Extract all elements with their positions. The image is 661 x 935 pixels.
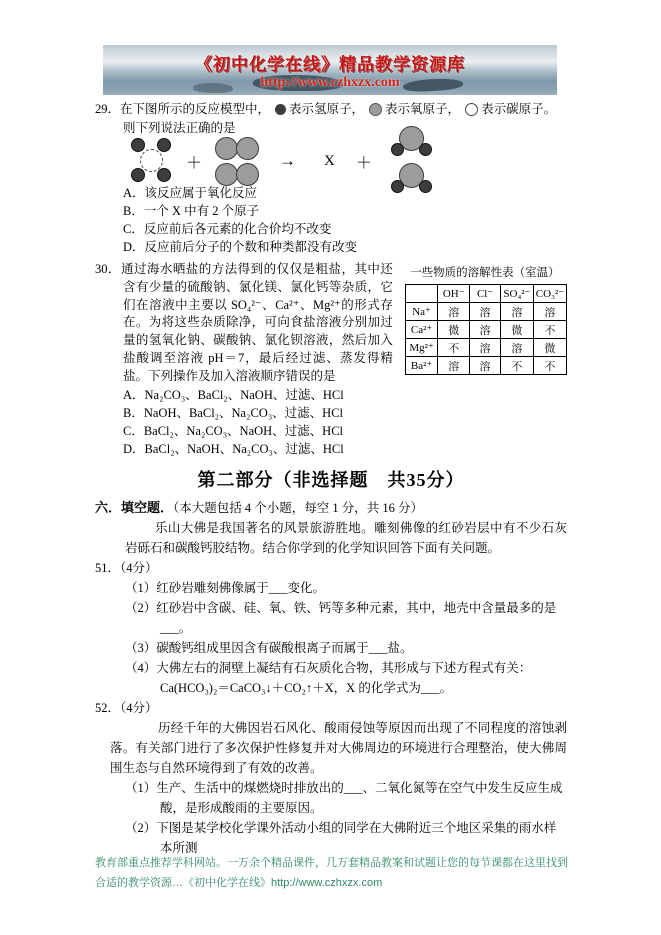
table-row xyxy=(405,303,566,321)
solubility-cell: 溶 xyxy=(500,303,533,321)
table-row xyxy=(405,357,566,375)
solubility-cell: 不 xyxy=(533,357,566,375)
water-molecules-model xyxy=(389,126,435,196)
solubility-cell: 溶 xyxy=(438,357,470,375)
hydrogen-atom-icon xyxy=(131,168,145,182)
table-row xyxy=(405,339,566,357)
banner-url: http://www.czhxzx.com xyxy=(260,75,400,90)
q30-option-d: D．BaCl₂、NaOH、Na₂CO₃、过滤、HCl xyxy=(123,441,344,456)
solubility-cell: 溶 xyxy=(470,303,501,321)
q29-option-b: B．一个 X 中有 2 个原子 xyxy=(123,204,260,218)
solubility-table-panel xyxy=(403,261,567,386)
q29-option-c: C．反应前后各元素的化合价均不改变 xyxy=(123,222,332,236)
hydrogen-atom-icon xyxy=(419,180,432,193)
ion-cell: Ba²⁺ xyxy=(405,357,437,375)
table-row xyxy=(405,321,566,339)
solubility-cell: 溶 xyxy=(438,303,470,321)
ion-cell: Mg²⁺ xyxy=(405,339,437,357)
q29-question-stem: 则下列说法正确的是 xyxy=(123,121,236,135)
q29-number: 29． xyxy=(95,102,121,116)
q30-option-b: B．NaOH、BaCl₂、Na₂CO₃、过滤、HCl xyxy=(123,405,344,420)
section-6-intro: 乐山大佛是我国著名的风景旅游胜地。雕刻佛像的红砂岩层中有不少石灰岩砾石和碳酸钙胶结物。结合你学到的化学知识回答下面有关问题。 xyxy=(125,520,567,555)
hydrogen-atom-icon xyxy=(391,180,404,193)
q29-intro-text: 在下图所示的反应模型中， xyxy=(120,102,271,116)
q30-number: 30． xyxy=(95,262,121,276)
solubility-cell: 溶 xyxy=(470,357,501,375)
banner-title: 《初中化学在线》精品教学资源库 xyxy=(195,55,465,74)
solubility-cell: 微 xyxy=(533,339,566,357)
ion-cell: Ca²⁺ xyxy=(405,321,437,339)
oxygen-atom-icon xyxy=(215,163,238,186)
hydrogen-atom-icon xyxy=(131,138,145,152)
solubility-table-title: 一些物质的溶解性表（室温） xyxy=(410,267,560,279)
q29-legend-oxygen: 表示氧原子， xyxy=(385,102,461,116)
oxygen-molecules-model xyxy=(215,137,259,186)
q51-item-1: （1）红砂岩雕刻佛像属于___变化。 xyxy=(125,580,326,595)
unknown-product-x: X xyxy=(324,152,335,169)
water-molecule xyxy=(389,163,435,196)
oxygen-atom-legend-icon xyxy=(369,103,382,116)
hydrogen-atom-legend-icon xyxy=(275,104,286,115)
oxygen-atom-icon xyxy=(236,163,259,186)
reaction-arrow-icon: → xyxy=(279,151,297,170)
oxygen-molecule xyxy=(215,163,259,186)
solubility-cell: 溶 xyxy=(533,303,566,321)
question-51-items xyxy=(125,578,567,678)
methane-molecule-model xyxy=(125,135,177,187)
oxygen-molecule xyxy=(215,137,259,160)
solubility-cell: 不 xyxy=(533,321,566,339)
q51-chemical-equation: Ca(HCO₃)₂＝CaCO₃↓＋CO₂↑＋X，X 的化学式为___。 xyxy=(160,680,453,695)
question-30-text xyxy=(95,261,393,386)
q52-item-2: （2）下图是某学校化学课外活动小组的同学在大佛附近三个地区采集的雨水样本所测 xyxy=(125,820,557,855)
water-molecule xyxy=(389,126,435,159)
exam-body xyxy=(95,100,567,858)
q29-legend-hydrogen: 表示氢原子， xyxy=(289,102,365,116)
footer-text: 教育部重点推荐学科网站。一万余个精品课件，几万套精品教案和试题让您的每节课都在这里找到合适的教学资源…《初中化学在线》http://www.czhxzx.com xyxy=(95,857,568,889)
hydrogen-atom-icon xyxy=(391,143,404,156)
hydrogen-atom-icon xyxy=(157,138,171,152)
table-header-cell: Cl⁻ xyxy=(470,285,501,303)
q51-number: 51．（4分） xyxy=(95,560,158,575)
reaction-model-figure xyxy=(123,118,567,184)
solubility-table xyxy=(405,284,567,375)
oxygen-atom-icon xyxy=(236,137,259,160)
plus-sign: ＋ xyxy=(355,154,372,172)
carbon-atom-legend-icon xyxy=(465,103,478,116)
solubility-cell: 溶 xyxy=(470,321,501,339)
part2-heading: 第二部分（非选择题 共35分） xyxy=(197,469,465,490)
solubility-cell: 溶 xyxy=(470,339,501,357)
hydrogen-atom-icon xyxy=(419,143,432,156)
q30-option-c: C．BaCl₂、Na₂CO₃、NaOH、过滤、HCl xyxy=(123,423,344,438)
solubility-cell: 不 xyxy=(438,339,470,357)
solubility-cell: 微 xyxy=(500,321,533,339)
solubility-cell: 不 xyxy=(500,357,533,375)
section-6-note: （本大题包括 4 个小题，每空 1 分，共 16 分） xyxy=(173,500,424,515)
q30-stem: 通过海水晒盐的方法得到的仅仅是粗盐，其中还含有少量的硫酸钠、氯化镁、氯化钙等杂质，它们在溶液中主要以 SO₄²⁻、Ca²⁺、Mg²⁺的形式存在。为将这些杂质除净，可向食盐溶液分别加过量的氢氧化钠、碳酸钠、氯化钡溶液，然后加入盐酸调至溶液 pH＝7，最后经过滤、蒸发得精盐。下列操作及加入溶液顺序错误的是 xyxy=(120,262,393,383)
table-header-cell xyxy=(405,285,437,303)
table-header-cell: CO₃²⁻ xyxy=(533,285,566,303)
table-header-cell: OH⁻ xyxy=(438,285,470,303)
q52-number: 52．（4分） xyxy=(95,700,158,715)
section-6-heading xyxy=(95,498,567,518)
question-30 xyxy=(95,261,567,386)
q51-item-3: （3）碳酸钙组成里因含有碳酸根离子而属于___盐。 xyxy=(125,640,413,655)
hydrogen-atom-icon xyxy=(157,168,171,182)
q51-item-2: （2）红砂岩中含碳、硅、氧、铁、钙等多种元素，其中，地壳中含量最多的是___。 xyxy=(125,600,557,635)
section-6-label: 六．填空题． xyxy=(95,499,174,515)
q29-legend-carbon: 表示碳原子。 xyxy=(481,102,557,116)
question-52-items xyxy=(125,778,567,858)
q52-intro: 历经千年的大佛因岩石风化、酸雨侵蚀等原因而出现了不同程度的溶蚀剥落。有关部门进行了多次保护性修复并对大佛周边的环境进行合理整治，使大佛周围生态与自然环境得到了有效的改善。 xyxy=(110,720,567,775)
q52-item-1: （1）生产、生活中的煤燃烧时排放出的___、二氧化氮等在空气中发生反应生成酸，是形成酸雨的主要原因。 xyxy=(125,780,563,815)
question-29-intro-line xyxy=(95,100,567,118)
table-header-cell: SO₄²⁻ xyxy=(500,285,533,303)
oxygen-atom-icon xyxy=(215,137,238,160)
plus-sign: ＋ xyxy=(186,154,203,172)
q29-option-a: A．该反应属于氧化反应 xyxy=(123,186,258,200)
solubility-cell: 微 xyxy=(438,321,470,339)
table-header-row xyxy=(405,285,566,303)
q29-option-d: D．反应前后分子的个数和种类都没有改变 xyxy=(123,240,358,254)
solubility-cell: 溶 xyxy=(500,339,533,357)
reaction-equation-model xyxy=(125,126,435,196)
q51-item-4: （4）大佛左右的洞壁上凝结有石灰质化合物，其形成与下述方程式有关： xyxy=(125,660,532,675)
site-banner xyxy=(103,45,557,95)
ion-cell: Na⁺ xyxy=(405,303,437,321)
q30-option-a: A．Na₂CO₃、BaCl₂、NaOH、过滤、HCl xyxy=(123,387,344,402)
